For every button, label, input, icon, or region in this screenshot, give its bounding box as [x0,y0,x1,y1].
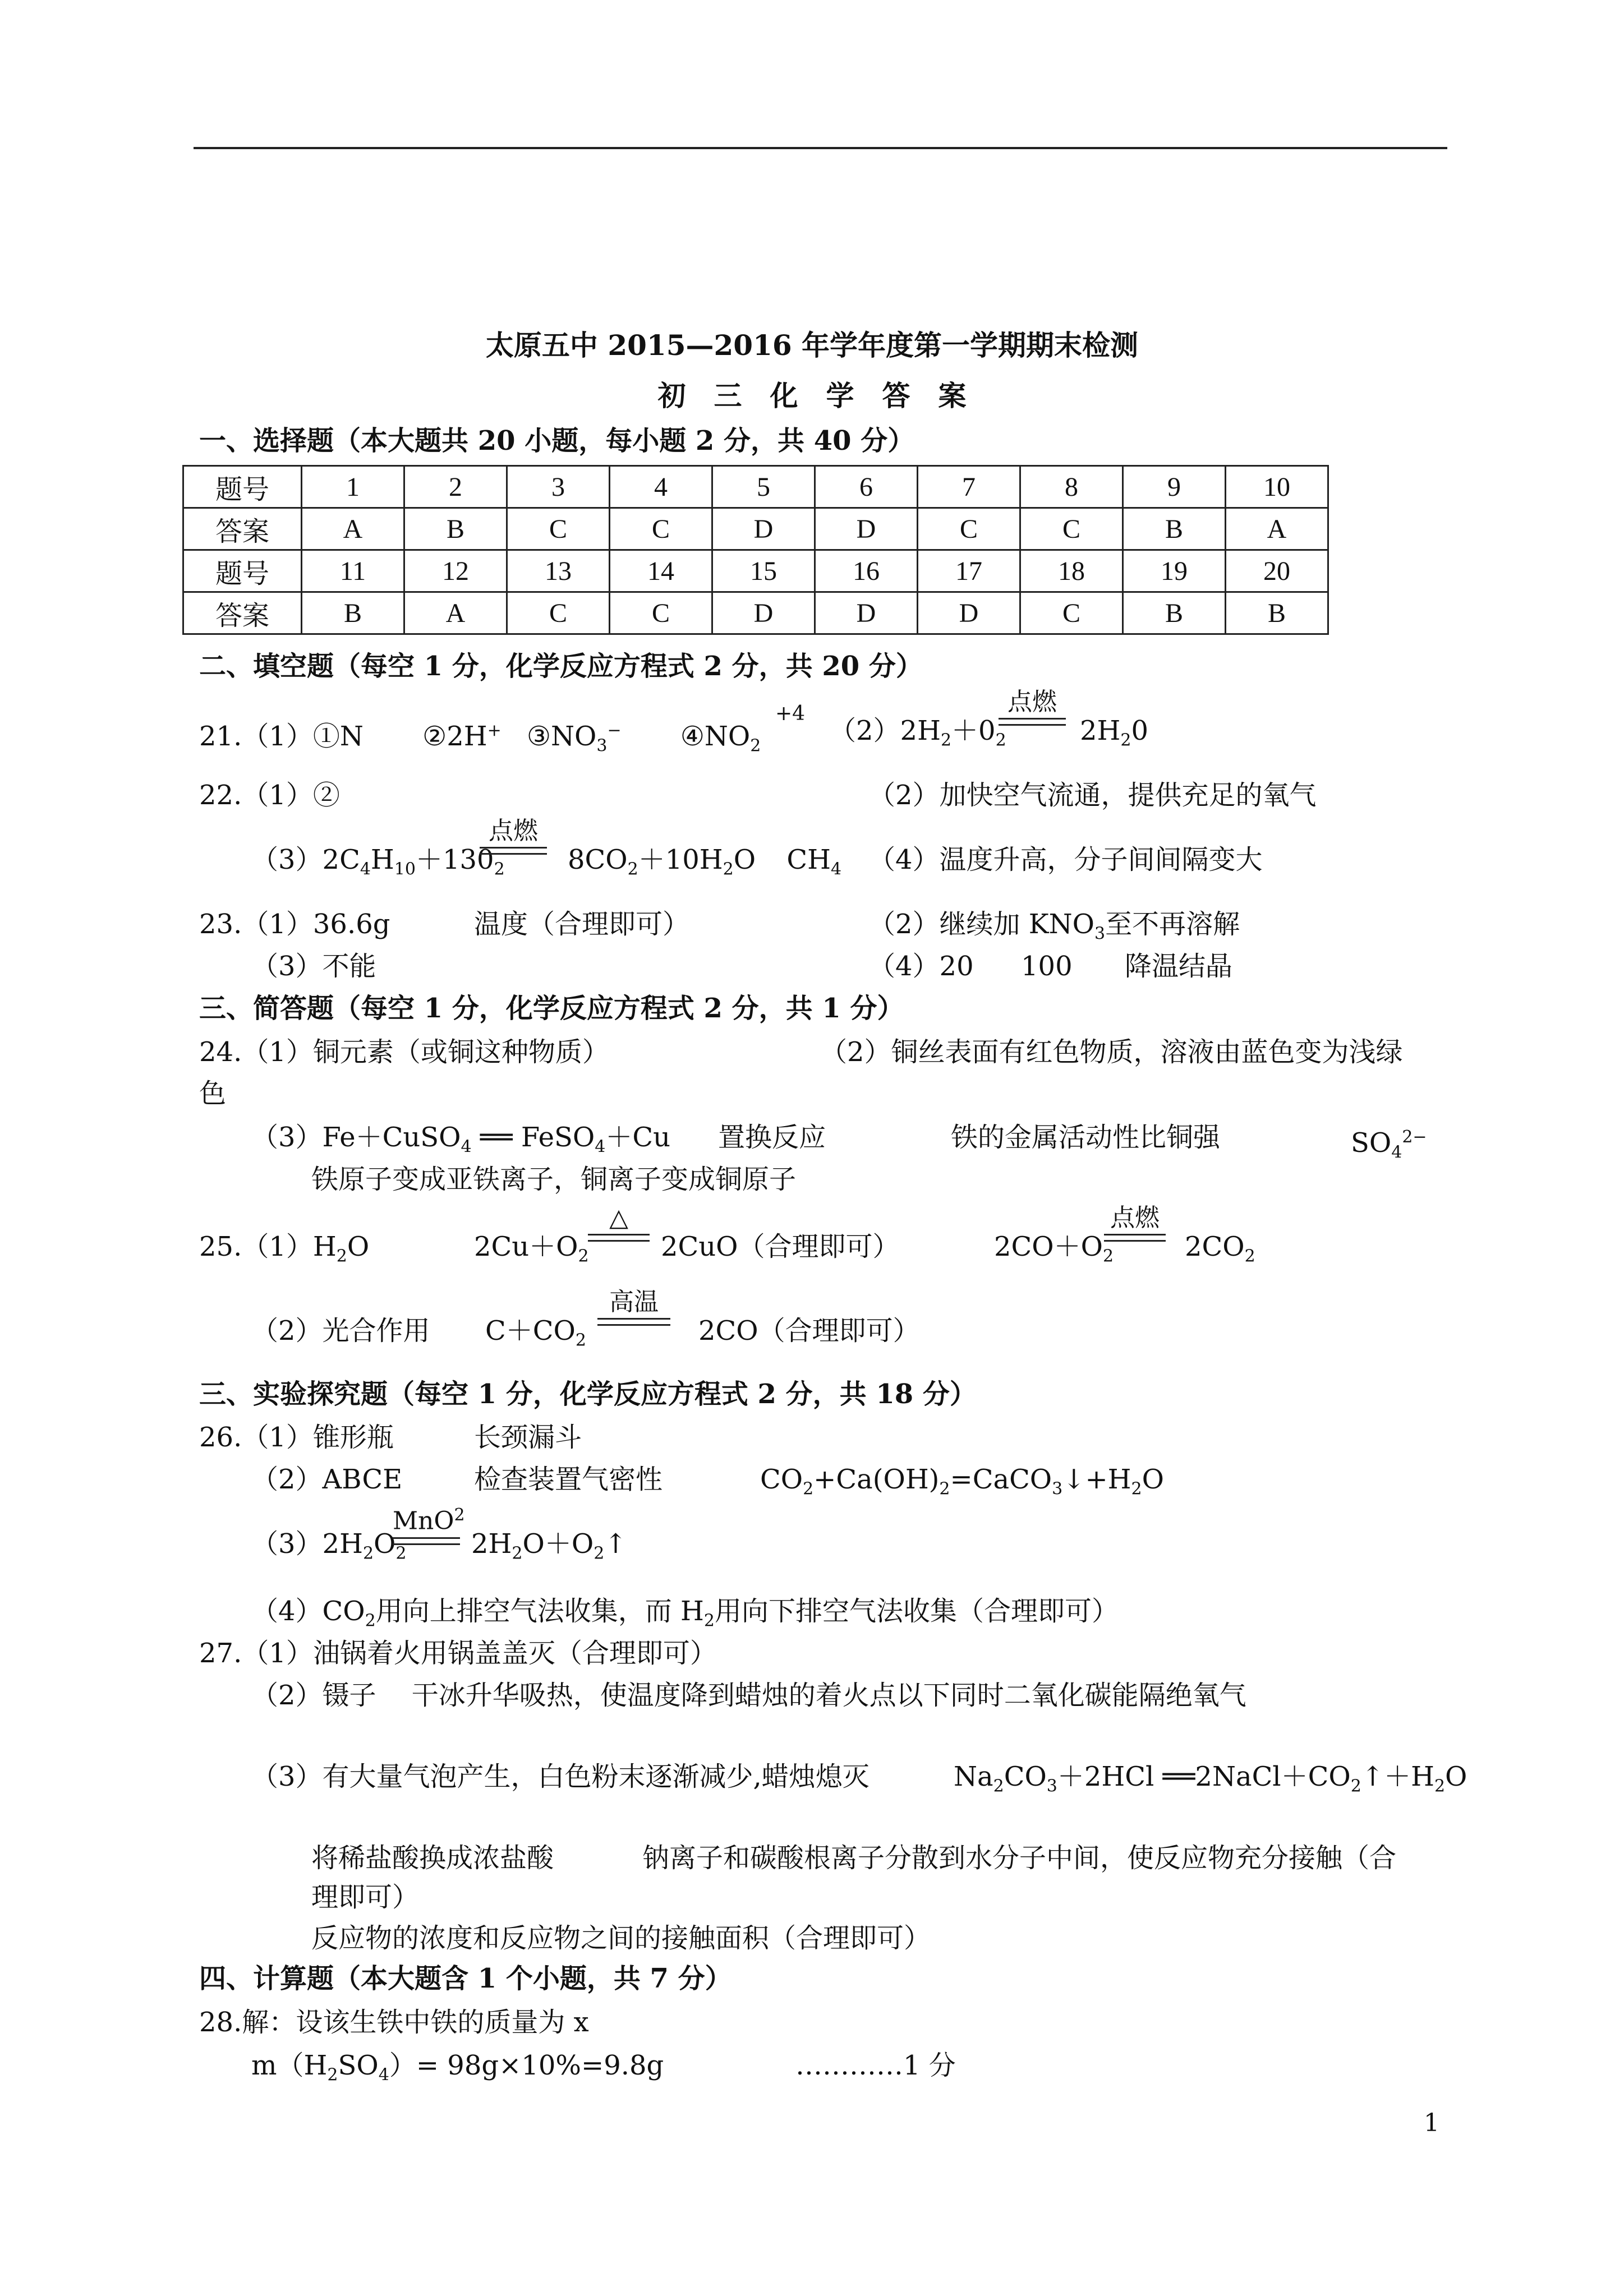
q27-part2: （2）镊子 干冰升华吸热，使温度降到蜡烛的着火点以下同时二氧化碳能隔绝氧气 [251,1680,1246,1711]
section2-heading: 二、填空题（每空 1 分，化学反应方程式 2 分，共 20 分） [199,651,923,682]
q26-part1: 26.（1）锥形瓶 [199,1422,394,1453]
header-rule [194,147,1447,149]
q21-equation-right: $2H_20$ [1080,715,1149,750]
q25-eq1-right: 2CuO（合理即可） [661,1231,900,1262]
q26-part2-eq: $CO_2+Ca(OH)_2=CaCO_3↓+H_2O$ [760,1464,1164,1499]
page-number: 1 [1424,2109,1439,2137]
q25-part2: （2）光合作用 [251,1315,430,1347]
q24-part1: 24.（1）铜元素（或铜这种物质） [199,1036,609,1068]
q23-part2: （2）继续加 $KNO_3$至不再溶解 [868,909,1240,944]
q22-part3-right: $8CO_2+10H_2O$ $CH_4$ [568,844,842,879]
section3-heading: 三、简答题（每空 1 分，化学反应方程式 2 分，共 1 分） [199,993,904,1024]
q24-part2: （2）铜丝表面有红色物质，溶液由蓝色变为浅绿 [820,1036,1403,1068]
q26-part1b: 长颈漏斗 [474,1422,582,1453]
q22-condition: 点燃 [480,818,547,855]
q27-part5-cont: 理即可） [311,1882,420,1913]
q25-eq3-right: 2CO（合理即可） [698,1315,920,1347]
q22-part1: 22.（1）② [199,780,340,811]
q24-reason: 铁的金属活动性比铜强 [951,1122,1221,1153]
q25-eq1-left: $2Cu+O_2$ [474,1231,589,1266]
q28-score: …………1 分 [795,2050,956,2081]
q27-part3-eq: $Na_2CO_3+2HCl$ $══2NaCl+CO_2↑+H_2O$ [954,1761,1467,1796]
q21-valence: +4 [775,702,806,725]
q27-part6: 反应物的浓度和反应物之间的接触面积（合理即可） [311,1922,931,1954]
table-row: 题号 1 2 3 4 5 6 7 8 9 10 [183,466,1328,508]
q22-part2: （2）加快空气流通，提供充足的氧气 [868,780,1317,811]
q21-condition: 点燃 [999,689,1066,726]
q27-part4: 将稀盐酸换成浓盐酸 [311,1842,554,1874]
q24-ion: $SO_4^{2-}$ [1351,1127,1427,1163]
q23-part1: 23.（1）36.6g [199,909,390,940]
q21-equation-left: $(2)2H_2+0_2$ [829,715,1006,750]
q25-condition1: △ [588,1205,650,1242]
q24-reaction-type: 置换反应 [718,1122,826,1153]
table-row: 答案 A B C C D D C C B A [183,508,1328,550]
q23-part3: （3）不能 [251,951,376,982]
q25-eq3-left: $C+CO_2$ [485,1315,586,1350]
answer-table [182,465,1329,635]
section4-heading: 三、实验探究题（每空 1 分，化学反应方程式 2 分，共 18 分） [199,1378,977,1410]
q23-part1b: 温度（合理即可） [474,909,690,940]
q21-line: 21.（1）①N ②2H+ $③NO_3^-$ $④NO_2$ [199,721,761,756]
q28-line1: 28.解：设该生铁中铁的质量为 x [199,2007,589,2038]
section1-heading: 一、选择题（本大题共 20 小题，每小题 2 分，共 40 分） [199,425,915,457]
table-row: 答案 B A C C D D D C B B [183,592,1328,634]
q25-condition2: 点燃 [1104,1205,1166,1242]
table-row: 题号 11 12 13 14 15 16 17 18 19 20 [183,550,1328,592]
document-title: 太原五中 2015—2016 年学年度第一学期期末检测 [485,329,1139,362]
document-subtitle: 初 三 化 学 答 案 [657,379,967,412]
q27-part3: （3）有大量气泡产生，白色粉末逐渐减少,蜡烛熄灭 [251,1761,869,1792]
q25-eq2-right: $2CO_2$ [1185,1231,1255,1266]
q22-part3-left: $(3)2C_4H_{10}+130_2$ [251,844,505,879]
table-cell: 题号 [183,466,302,508]
q27-part5: 钠离子和碳酸根离子分散到水分子中间，使反应物充分接触（合 [642,1842,1397,1874]
q25-condition3: 高温 [597,1289,670,1326]
q25-eq2-left: $2CO+O_2$ [994,1231,1114,1266]
q26-part2b: 检查装置气密性 [474,1464,663,1495]
q23-part4b: 100 [1021,951,1073,982]
q24-part2-cont: 色 [199,1078,227,1109]
q28-line2: $m(H_2SO_4)= 98g\times 10\%=9.8g$ [251,2050,664,2085]
q27-part1: 27.（1）油锅着火用锅盖盖灭（合理即可） [199,1638,717,1669]
q26-part2: （2）ABCE [251,1464,403,1495]
q23-part4c: 降温结晶 [1125,951,1233,982]
q26-condition: MnO$^2$ [393,1502,460,1545]
q26-part4: $(4)CO_2$用向上排空气法收集，而 $H_2$用向下排空气法收集（合理即可） [251,1596,1119,1631]
q24-explanation: 铁原子变成亚铁离子，铜离子变成铜原子 [311,1164,797,1195]
q22-part4: （4）温度升高，分子间间隔变大 [868,844,1263,875]
q24-part3-eq: （3）Fe＋CuSO$_4$ ══ FeSO$_4$＋Cu [251,1122,670,1157]
section5-heading: 四、计算题（本大题含 1 个小题，共 7 分） [199,1963,732,1994]
q26-part3-left: $(3)2H_2O_2$ [251,1528,407,1564]
q23-part4: （4）20 [868,951,974,982]
q25-part1: $25.(1)H_2O$ [199,1231,370,1266]
q26-part3-right: $2H_2O+O_2↑$ [471,1528,627,1564]
